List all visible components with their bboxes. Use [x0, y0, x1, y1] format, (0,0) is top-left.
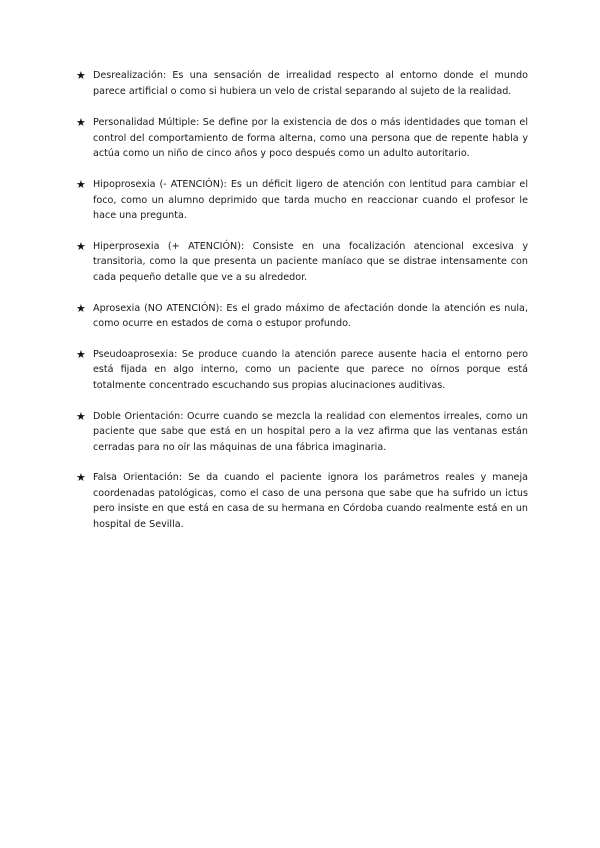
star-bullet-icon: ★ [76, 471, 86, 485]
list-item [76, 239, 528, 286]
list-item-text: Doble Orientación: Ocurre cuando se mezcla la realidad con elementos irreales, como un paciente que sabe que está en un hospital pero a la vez afirma que las ventanas están cerradas para no oír las máquinas de una fábrica imaginaria. [93, 410, 528, 453]
star-bullet-icon: ★ [76, 239, 86, 253]
star-bullet-icon: ★ [76, 69, 86, 82]
list-item-text: Hipoprosexia (- ATENCIÓN): Es un déficit ligero de atención con lentitud para cambiar el foco, como un alumno deprimido que tarda mucho en reaccionar cuando el profesor le hace una pregunta. [93, 178, 528, 222]
list-item [76, 470, 528, 532]
list-item [76, 347, 528, 394]
list-item [76, 301, 528, 332]
list-item-text: Pseudoaprosexia: Se produce cuando la atención parece ausente hacia el entorno pero está fijada en algo interno, como un paciente que parece no oírnos porque está totalmente concentrado escuchando sus propias alucinaciones auditivas. [93, 348, 528, 391]
star-bullet-icon: ★ [76, 177, 86, 191]
star-bullet-icon: ★ [76, 116, 86, 130]
star-bullet-icon: ★ [76, 347, 86, 361]
star-bullet-icon: ★ [76, 301, 86, 315]
list-item [76, 409, 528, 456]
star-bullet-icon: ★ [76, 409, 86, 423]
list-item [76, 68, 528, 99]
list-item [76, 115, 528, 162]
list-item-text: Desrealización: Es una sensación de irrealidad respecto al entorno donde el mundo parece artificial o como si hubiera un velo de cristal separando al sujeto de la realidad. [93, 70, 528, 97]
list-item-text: Personalidad Múltiple: Se define por la existencia de dos o más identidades que toman el control del comportamiento de forma alterna, como una persona que de repente habla y actúa como un niño de cinco años y poco después como un adulto autoritario. [93, 117, 528, 160]
definition-list [76, 68, 528, 533]
list-item-text: Hiperprosexia (+ ATENCIÓN): Consiste en una focalización atencional excesiva y transitoria, como la que presenta un paciente maníaco que se distrae intensamente con cada pequeño detalle que ve a su alrededor. [93, 240, 528, 283]
list-item-text: Falsa Orientación: Se da cuando el paciente ignora los parámetros reales y maneja coordenadas patológicas, como el caso de una persona que sabe que ha sufrido un ictus pero insiste en que está en casa de su hermana en Córdoba cuando realmente está en un hospital de Sevilla. [93, 472, 528, 531]
list-item [76, 177, 528, 224]
list-item-text: Aprosexia (NO ATENCIÓN): Es el grado máximo de afectación donde la atención es nula, como ocurre en estados de coma o estupor profundo. [93, 302, 528, 330]
